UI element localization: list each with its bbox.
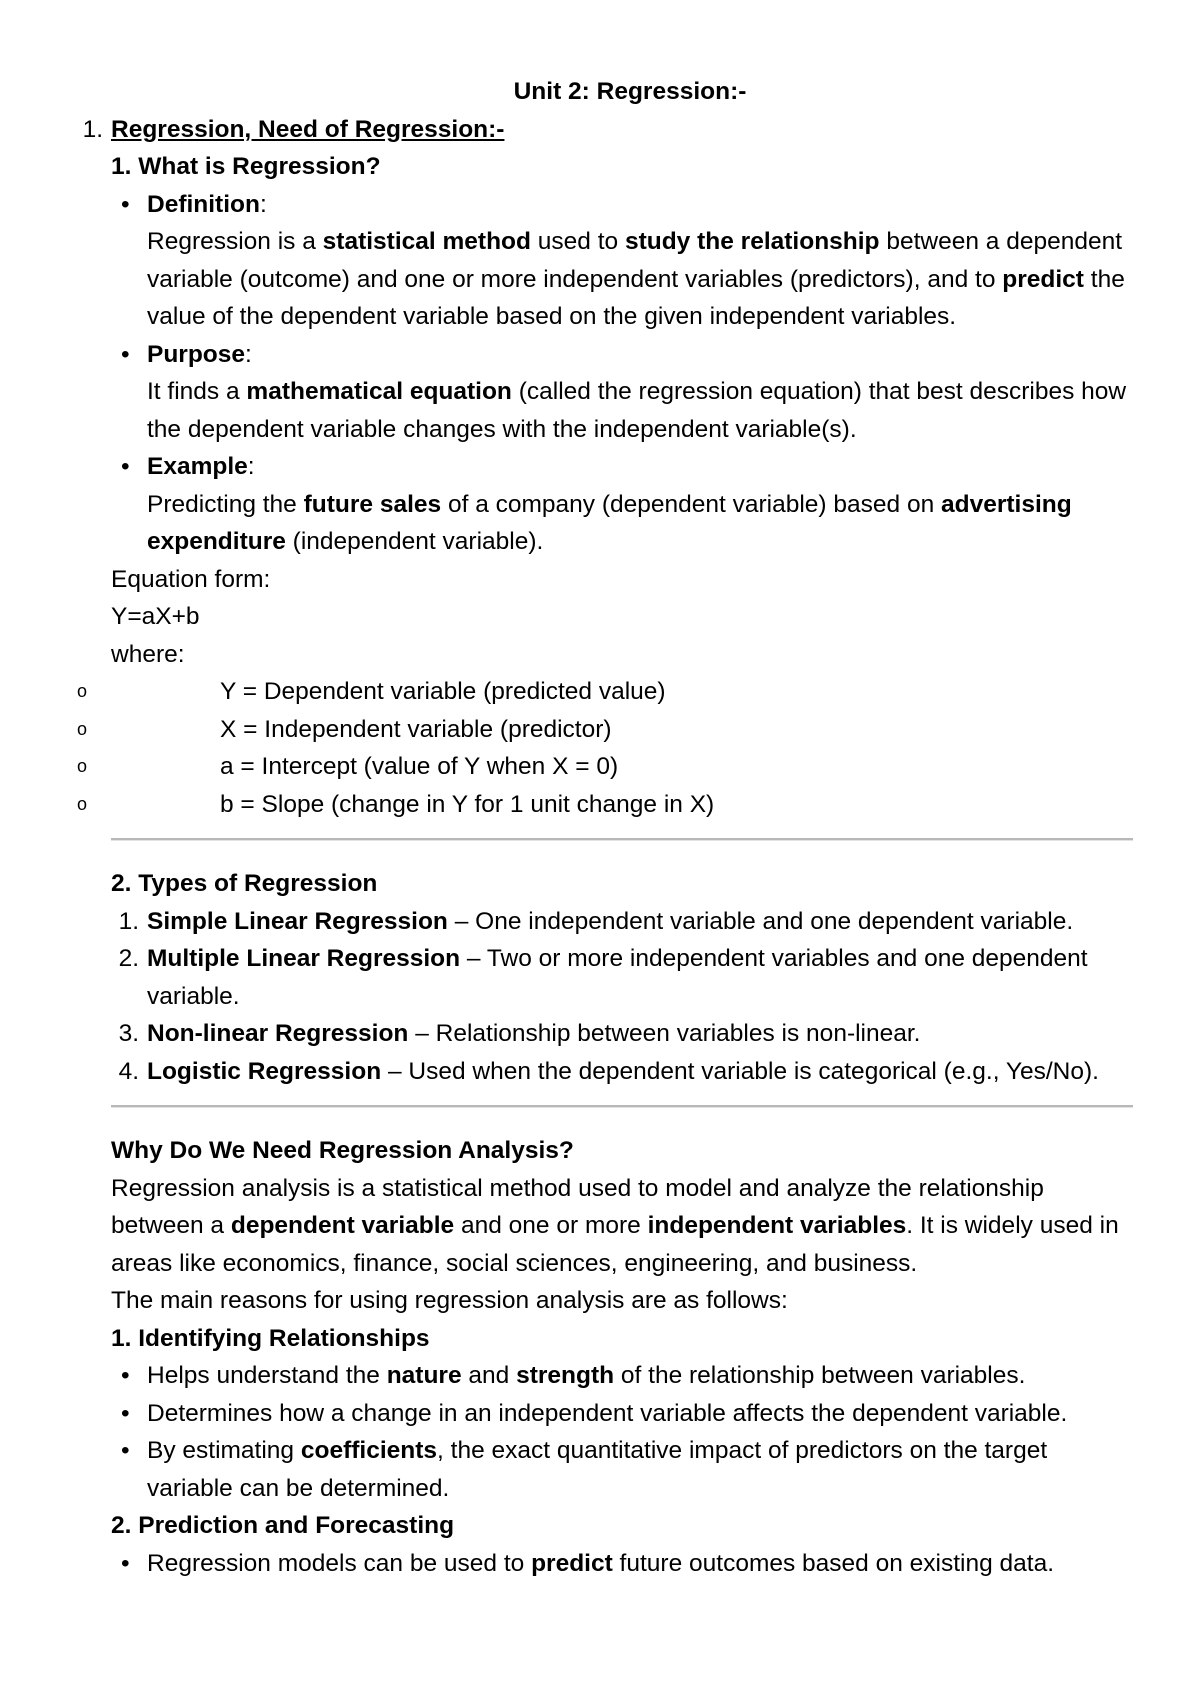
sub-bullet-icon: o	[77, 756, 88, 776]
reason-2-heading: 2. Prediction and Forecasting	[111, 1512, 455, 1539]
bullet-icon: •	[121, 190, 130, 218]
type-item: 1. Simple Linear Regression – One independent variable and one dependent variable.	[118, 907, 1074, 935]
reasons-intro: The main reasons for using regression analysis are as follows:	[111, 1287, 788, 1314]
example-item: • Example: Predicting the future sales of a company (dependent variable) based on advertising expenditure (independent variable).	[111, 448, 1131, 561]
list-item: • By estimating coefficients, the exact quantitative impact of predictors on the target variable can be determined.	[111, 1432, 1131, 1507]
term-item: o b = Slope (change in Y for 1 unit change in X)	[111, 786, 1131, 824]
document-title: Unit 2: Regression:-	[513, 78, 747, 105]
bullet-icon: •	[121, 1437, 130, 1464]
list-item: • Helps understand the nature and strength of the relationship between variables.	[111, 1357, 1131, 1395]
term-item: o X = Independent variable (predictor)	[111, 711, 1131, 749]
need-paragraph: Regression analysis is a statistical method used to model and analyze the relationship between a dependent variable and one or more independent variables. It is widely used in areas like economics, finance, social sciences, engineering, and business.	[111, 1174, 1119, 1277]
equation-label: Equation form:	[111, 565, 271, 593]
bullet-icon: •	[121, 340, 130, 368]
divider	[111, 823, 1131, 865]
where-label: where:	[111, 640, 185, 668]
equation: Y=aX+b	[111, 603, 200, 630]
type-item: 2. Multiple Linear Regression – Two or more independent variables and one dependent variable.	[118, 945, 1088, 1010]
what-is-regression-heading: 1. What is Regression?	[111, 153, 381, 180]
section-1-heading: 1. Regression, Need of Regression:-	[82, 115, 505, 143]
type-item: 3. Non-linear Regression – Relationship between variables is non-linear.	[118, 1020, 921, 1047]
list-item: • Regression models can be used to predict future outcomes based on existing data.	[111, 1545, 1131, 1583]
bullet-icon: •	[121, 453, 130, 480]
term-item: o Y = Dependent variable (predicted value)	[111, 673, 1131, 711]
type-item: 4. Logistic Regression – Used when the dependent variable is categorical (e.g., Yes/No).	[118, 1057, 1099, 1085]
bullet-icon: •	[121, 1362, 130, 1389]
reason-1-heading: 1. Identifying Relationships	[111, 1324, 430, 1352]
divider	[111, 1090, 1131, 1132]
sub-bullet-icon: o	[77, 793, 88, 814]
sub-bullet-icon: o	[77, 718, 88, 739]
list-item: • Determines how a change in an independent variable affects the dependent variable.	[111, 1395, 1131, 1433]
definition-item: • Definition: Regression is a statistical method used to study the relationship between a dependent variable (outcome) and one or more independent variables (predictors), and to predict the value of the dependent variable based on the given independent variables.	[111, 186, 1131, 336]
term-item: o a = Intercept (value of Y when X = 0)	[111, 748, 1131, 786]
document-body	[77, 73, 1131, 1582]
bullet-icon: •	[121, 1399, 130, 1427]
need-heading: Why Do We Need Regression Analysis?	[111, 1137, 574, 1164]
purpose-item: • Purpose: It finds a mathematical equation (called the regression equation) that best describes how the dependent variable changes with the independent variable(s).	[111, 336, 1131, 449]
sub-bullet-icon: o	[77, 681, 88, 701]
types-heading: 2. Types of Regression	[111, 870, 378, 897]
bullet-icon: •	[121, 1549, 130, 1577]
